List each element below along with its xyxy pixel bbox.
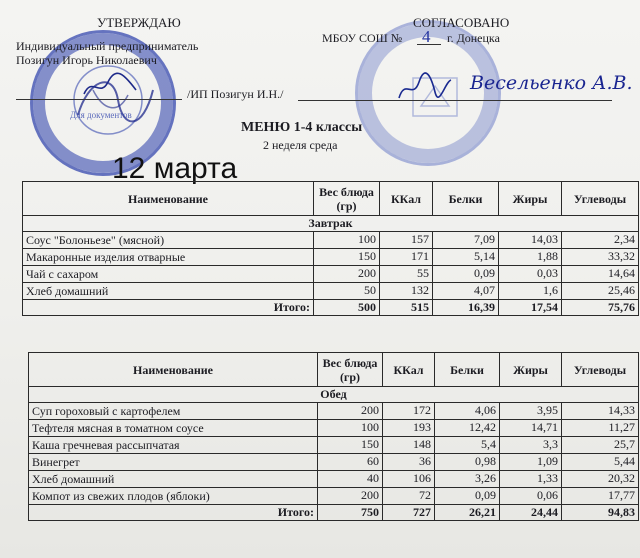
total-label: Итого: [23, 300, 314, 316]
agree-org-number: 4 [422, 27, 431, 46]
dish-fat: 1,6 [499, 283, 562, 300]
dish-carbs: 5,44 [562, 454, 639, 471]
dish-carbs: 20,32 [562, 471, 639, 488]
dish-weight: 200 [318, 488, 383, 505]
total-kcal: 727 [383, 505, 435, 521]
dish-weight: 40 [318, 471, 383, 488]
dish-protein: 0,09 [433, 266, 499, 283]
dish-name: Соус "Болоньезе" (мясной) [23, 232, 314, 249]
lunch-total-row [29, 505, 639, 521]
dish-fat: 0,03 [499, 266, 562, 283]
dish-kcal: 148 [383, 437, 435, 454]
dish-kcal: 72 [383, 488, 435, 505]
dish-fat: 1,09 [500, 454, 562, 471]
dish-protein: 0,09 [435, 488, 500, 505]
menu-date: 12 марта [112, 152, 238, 185]
dish-kcal: 106 [383, 471, 435, 488]
breakfast-section-row [23, 216, 639, 232]
dish-weight: 200 [314, 266, 380, 283]
approve-heading: УТВЕРЖДАЮ [97, 15, 181, 30]
dish-weight: 150 [318, 437, 383, 454]
table-row [23, 232, 639, 249]
total-carbs: 94,83 [562, 505, 639, 521]
table-row [29, 420, 639, 437]
col-carbs-header: Углеводы [562, 353, 639, 387]
dish-fat: 14,03 [499, 232, 562, 249]
total-kcal: 515 [380, 300, 433, 316]
approve-line1: Индивидуальный предприниматель [16, 39, 199, 53]
breakfast-section-label: Завтрак [23, 216, 639, 232]
table-row [29, 471, 639, 488]
total-label: Итого: [29, 505, 318, 521]
stamp-caption: Для документов [70, 110, 132, 120]
lunch-header-row [29, 353, 639, 387]
dish-kcal: 157 [380, 232, 433, 249]
agree-org-suffix: г. Донецка [447, 31, 500, 45]
table-row [29, 488, 639, 505]
dish-kcal: 193 [383, 420, 435, 437]
menu-title: МЕНЮ 1-4 классы [241, 120, 363, 135]
dish-name: Суп гороховый с картофелем [29, 403, 318, 420]
dish-fat: 14,71 [500, 420, 562, 437]
table-row [23, 266, 639, 283]
dish-protein: 0,98 [435, 454, 500, 471]
breakfast-total-row [23, 300, 639, 316]
dish-carbs: 25,7 [562, 437, 639, 454]
col-protein-header: Белки [435, 353, 500, 387]
dish-fat: 1,88 [499, 249, 562, 266]
table-row [23, 283, 639, 300]
dish-kcal: 172 [383, 403, 435, 420]
dish-protein: 5,4 [435, 437, 500, 454]
approve-line2: Позигун Игорь Николаевич [16, 53, 157, 67]
dish-kcal: 171 [380, 249, 433, 266]
dish-weight: 60 [318, 454, 383, 471]
total-protein: 26,21 [435, 505, 500, 521]
col-protein-header: Белки [433, 182, 499, 216]
dish-name: Хлеб домашний [29, 471, 318, 488]
col-name-header: Наименование [29, 353, 318, 387]
dish-weight: 100 [318, 420, 383, 437]
total-fat: 17,54 [499, 300, 562, 316]
agree-org-prefix: МБОУ СОШ № [322, 31, 403, 45]
breakfast-table [22, 181, 639, 316]
dish-kcal: 132 [380, 283, 433, 300]
approve-sign-caption: /ИП Позигун И.Н./ [187, 87, 284, 101]
dish-name: Винегрет [29, 454, 318, 471]
col-fat-header: Жиры [499, 182, 562, 216]
approve-signature [80, 72, 140, 102]
breakfast-header-row [23, 182, 639, 216]
dish-name: Каша гречневая рассыпчатая [29, 437, 318, 454]
agree-signature-name: Весельенко А.В. [470, 72, 633, 94]
dish-protein: 7,09 [433, 232, 499, 249]
agree-heading: СОГЛАСОВАНО [413, 15, 510, 30]
dish-protein: 3,26 [435, 471, 500, 488]
dish-carbs: 33,32 [562, 249, 639, 266]
dish-weight: 150 [314, 249, 380, 266]
lunch-table [28, 352, 639, 521]
dish-carbs: 2,34 [562, 232, 639, 249]
menu-subtitle: 2 неделя среда [263, 138, 338, 152]
table-row [29, 454, 639, 471]
dish-weight: 200 [318, 403, 383, 420]
dish-fat: 3,3 [500, 437, 562, 454]
total-carbs: 75,76 [562, 300, 639, 316]
table-row [29, 437, 639, 454]
agree-number-underline [417, 44, 441, 45]
total-fat: 24,44 [500, 505, 562, 521]
dish-kcal: 36 [383, 454, 435, 471]
dish-name: Компот из свежих плодов (яблоки) [29, 488, 318, 505]
dish-name: Хлеб домашний [23, 283, 314, 300]
dish-carbs: 14,33 [562, 403, 639, 420]
col-weight-header: Вес блюда (гр) [318, 353, 383, 387]
dish-protein: 4,06 [435, 403, 500, 420]
col-kcal-header: ККал [383, 353, 435, 387]
table-row [29, 403, 639, 420]
dish-protein: 5,14 [433, 249, 499, 266]
lunch-section-row [29, 387, 639, 403]
dish-fat: 3,95 [500, 403, 562, 420]
dish-weight: 50 [314, 283, 380, 300]
agree-signature [395, 72, 455, 104]
dish-carbs: 11,27 [562, 420, 639, 437]
dish-fat: 1,33 [500, 471, 562, 488]
agree-sign-line [298, 100, 612, 101]
dish-fat: 0,06 [500, 488, 562, 505]
col-name-header: Наименование [23, 182, 314, 216]
dish-name: Макаронные изделия отварные [23, 249, 314, 266]
dish-carbs: 25,46 [562, 283, 639, 300]
col-carbs-header: Углеводы [562, 182, 639, 216]
dish-protein: 4,07 [433, 283, 499, 300]
dish-protein: 12,42 [435, 420, 500, 437]
dish-kcal: 55 [380, 266, 433, 283]
dish-name: Чай с сахаром [23, 266, 314, 283]
col-weight-header: Вес блюда (гр) [314, 182, 380, 216]
total-weight: 750 [318, 505, 383, 521]
dish-weight: 100 [314, 232, 380, 249]
dish-name: Тефтеля мясная в томатном соусе [29, 420, 318, 437]
dish-carbs: 17,77 [562, 488, 639, 505]
col-kcal-header: ККал [380, 182, 433, 216]
total-protein: 16,39 [433, 300, 499, 316]
lunch-section-label: Обед [29, 387, 639, 403]
dish-carbs: 14,64 [562, 266, 639, 283]
table-row [23, 249, 639, 266]
col-fat-header: Жиры [500, 353, 562, 387]
total-weight: 500 [314, 300, 380, 316]
